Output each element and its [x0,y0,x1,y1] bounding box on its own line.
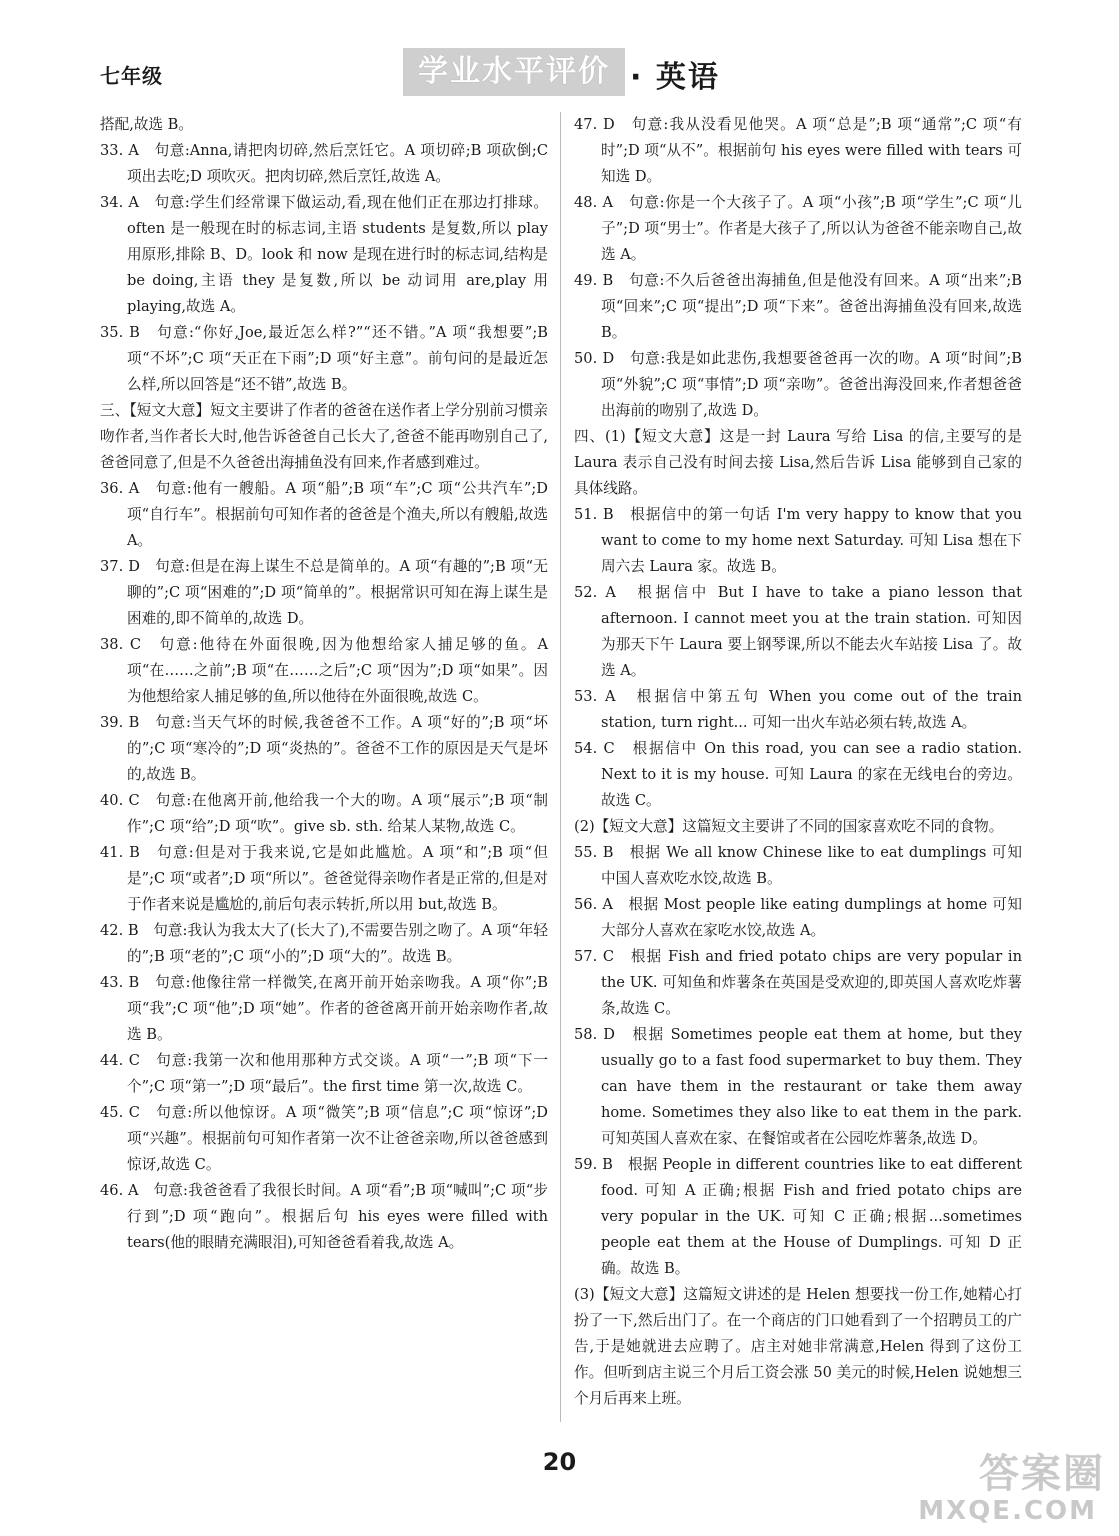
answer-item: 41. B 句意:但是对于我来说,它是如此尴尬。A 项“和”;B 项“但是”;C 项“或者”;D 项“所以”。爸爸觉得亲吻作者是正常的,但是对于作者来说是尴尬的,前后句表示转折,所以用 but,故选 B。 [100,844,548,913]
subject-label: · 英语 [630,60,720,95]
watermark-logo [907,1442,1105,1526]
page-header [0,0,1119,110]
answer-item: 51. B 根据信中的第一句话 I'm very happy to know that you want to come to my home next Saturday. 可知 Lisa 想在下周六去 Laura 家。故选 B。 [574,506,1022,575]
answer-item: 53. A 根据信中第五句 When you come out of the train station, turn right... 可知一出火车站必须右转,故选 A。 [574,688,1022,731]
answer-item: 36. A 句意:他有一艘船。A 项“船”;B 项“车”;C 项“公共汽车”;D 项“自行车”。根据前句可知作者的爸爸是个渔夫,所以有艘船,故选 A。 [100,480,548,549]
answer-item: 42. B 句意:我认为我太大了(长大了),不需要告别之吻了。A 项“年轻的”;B 项“老的”;C 项“小的”;D 项“大的”。故选 B。 [100,922,549,965]
answer-item: 49. B 句意:不久后爸爸出海捕鱼,但是他没有回来。A 项“出来”;B 项“回来”;C 项“提出”;D 项“下来”。爸爸出海捕鱼没有回来,故选 B。 [574,272,1022,341]
answer-item: 37. D 句意:但是在海上谋生不总是简单的。A 项“有趣的”;B 项“无聊的”;C 项“困难的”;D 项“简单的”。根据常识可知在海上谋生是困难的,即不简单的,故选 D。 [100,558,548,627]
answer-item: 43. B 句意:他像往常一样微笑,在离开前开始亲吻我。A 项“你”;B 项“我”;C 项“他”;D 项“她”。作者的爸爸离开前开始亲吻作者,故选 B。 [100,974,548,1043]
answer-item: 45. C 句意:所以他惊讶。A 项“微笑”;B 项“信息”;C 项“惊讶”;D 项“兴趣”。根据前句可知作者第一次不让爸爸亲吻,所以爸爸感到惊讶,故选 C。 [100,1104,548,1173]
answer-item: (3)【短文大意】这篇短文讲述的是 Helen 想要找一份工作,她精心打扮了一下,然后出门了。在一个商店的门口她看到了一个招聘员工的广告,于是她就进去应聘了。店主对她非常满意,Helen 得到了这份工作。但听到店主说三个月后工资会涨 50 美元的时候,Helen 说她想三个月后再来上班。 [574,1286,1022,1407]
answer-item: 46. A 句意:我爸爸看了我很长时间。A 项“看”;B 项“喊叫”;C 项“步行到”;D 项“跑向”。根据后句 his eyes were filled with tears(他的眼睛充满眼泪),可知爸爸看着我,故选 A。 [100,1182,548,1251]
answer-item: 40. C 句意:在他离开前,他给我一个大的吻。A 项“展示”;B 项“制作”;C 项“给”;D 项“吹”。give sb. sth. 给某人某物,故选 C。 [100,792,548,835]
answer-item: 44. C 句意:我第一次和他用那种方式交谈。A 项“一”;B 项“下一个”;C 项“第一”;D 项“最后”。the first time 第一次,故选 C。 [100,1052,548,1095]
answer-item: 搭配,故选 B。 [100,116,193,133]
answer-item: 39. B 句意:当天气坏的时候,我爸爸不工作。A 项“好的”;B 项“坏的”;C 项“寒冷的”;D 项“炎热的”。爸爸不工作的原因是天气是坏的,故选 B。 [100,714,548,783]
column-divider [560,112,561,1422]
answer-item: 58. D 根据 Sometimes people eat them at home, but they usually go to a fast food supermarket to buy them. They can have them in the restaurant or take them away home. Sometimes they also like to eat them in the park. 可知英国人喜欢在家、在餐馆或者在公园吃炸薯条,故选 D。 [574,1026,1022,1147]
answer-item: 四、(1)【短文大意】这是一封 Laura 写给 Lisa 的信,主要写的是 Laura 表示自己没有时间去接 Lisa,然后告诉 Lisa 能够到自己家的具体线路。 [574,428,1022,497]
answer-item: 55. B 根据 We all know Chinese like to eat dumplings 可知中国人喜欢吃水饺,故选 B。 [574,844,1022,887]
answer-item: 33. A 句意:Anna,请把肉切碎,然后烹饪它。A 项切碎;B 项砍倒;C 项出去吃;D 项吹灭。把肉切碎,然后烹饪,故选 A。 [100,142,548,185]
answer-item: 59. B 根据 People in different countries like to eat different food. 可知 A 正确;根据 Fish and fried potato chips are very popular in the UK. 可知 C 正确;根据...sometimes people eat them at the House of Dumplings. 可知 D 正确。故选 B。 [574,1156,1022,1277]
answer-item: 50. D 句意:我是如此悲伤,我想要爸爸再一次的吻。A 项“时间”;B 项“外貌”;C 项“事情”;D 项“亲吻”。爸爸出海没回来,作者想爸爸出海前的吻别了,故选 D。 [574,350,1022,419]
answer-item: 47. D 句意:我从没看见他哭。A 项“总是”;B 项“通常”;C 项“有时”;D 项“从不”。根据前句 his eyes were filled with tears 可知选 D。 [574,116,1022,185]
watermark-top-text: 答案圈 [979,1451,1105,1497]
answer-item: 35. B 句意:“你好,Joe,最近怎么样?”“还不错。”A 项“我想要”;B 项“不坏”;C 项“天正在下雨”;D 项“好主意”。前句问的是最近怎么样,所以回答是“还不错”,故选 B。 [100,324,548,393]
left-column [100,112,548,1256]
answer-item: 34. A 句意:学生们经常课下做运动,看,现在他们正在那边打排球。often 是一般现在时的标志词,主语 students 是复数,所以 play 用原形,排除 B、D。look 和 now 是现在进行时的标志词,结构是 be doing,主语 they 是复数,所以 be 动词用 are,play 用 playing,故选 A。 [100,194,548,315]
answer-item: 48. A 句意:你是一个大孩子了。A 项“小孩”;B 项“学生”;C 项“儿子”;D 项“男士”。作者是大孩子了,所以认为爸爸不能亲吻自己,故选 A。 [574,194,1022,263]
page-number: 20 [542,1448,577,1476]
answer-item: 57. C 根据 Fish and fried potato chips are very popular in the UK. 可知鱼和炸薯条在英国是受欢迎的,即英国人喜欢吃炸薯条,故选 C。 [574,948,1022,1017]
answer-item: 38. C 句意:他待在外面很晚,因为他想给家人捕足够的鱼。A 项“在……之前”;B 项“在……之后”;C 项“因为”;D 项“如果”。因为他想给家人捕足够的鱼,所以他待在外面很晚,故选 C。 [100,636,548,705]
answer-item: 52. A 根据信中 But I have to take a piano lesson that afternoon. I cannot meet you at the train station. 可知因为那天下午 Laura 要上钢琴课,所以不能去火车站接 Lisa 了。故选 A。 [574,584,1022,679]
answer-item: 三、【短文大意】短文主要讲了作者的爸爸在送作者上学分别前习惯亲吻作者,当作者长大时,他告诉爸爸自己长大了,爸爸不能再吻别自己了,爸爸同意了,但是不久爸爸出海捕鱼没有回来,作者感到难过。 [100,402,548,471]
right-column [574,112,1022,1412]
watermark-bottom-text: MXQE.COM [918,1496,1097,1526]
grade-label: 七年级 [100,64,163,88]
book-title-banner: 学业水平评价 [403,48,625,96]
answer-item: 54. C 根据信中 On this road, you can see a radio station. Next to it is my house. 可知 Laura 的家在无线电台的旁边。故选 C。 [574,740,1022,809]
answer-item: (2)【短文大意】这篇短文主要讲了不同的国家喜欢吃不同的食物。 [574,818,1004,835]
answer-item: 56. A 根据 Most people like eating dumplings at home 可知大部分人喜欢在家吃水饺,故选 A。 [574,896,1022,939]
